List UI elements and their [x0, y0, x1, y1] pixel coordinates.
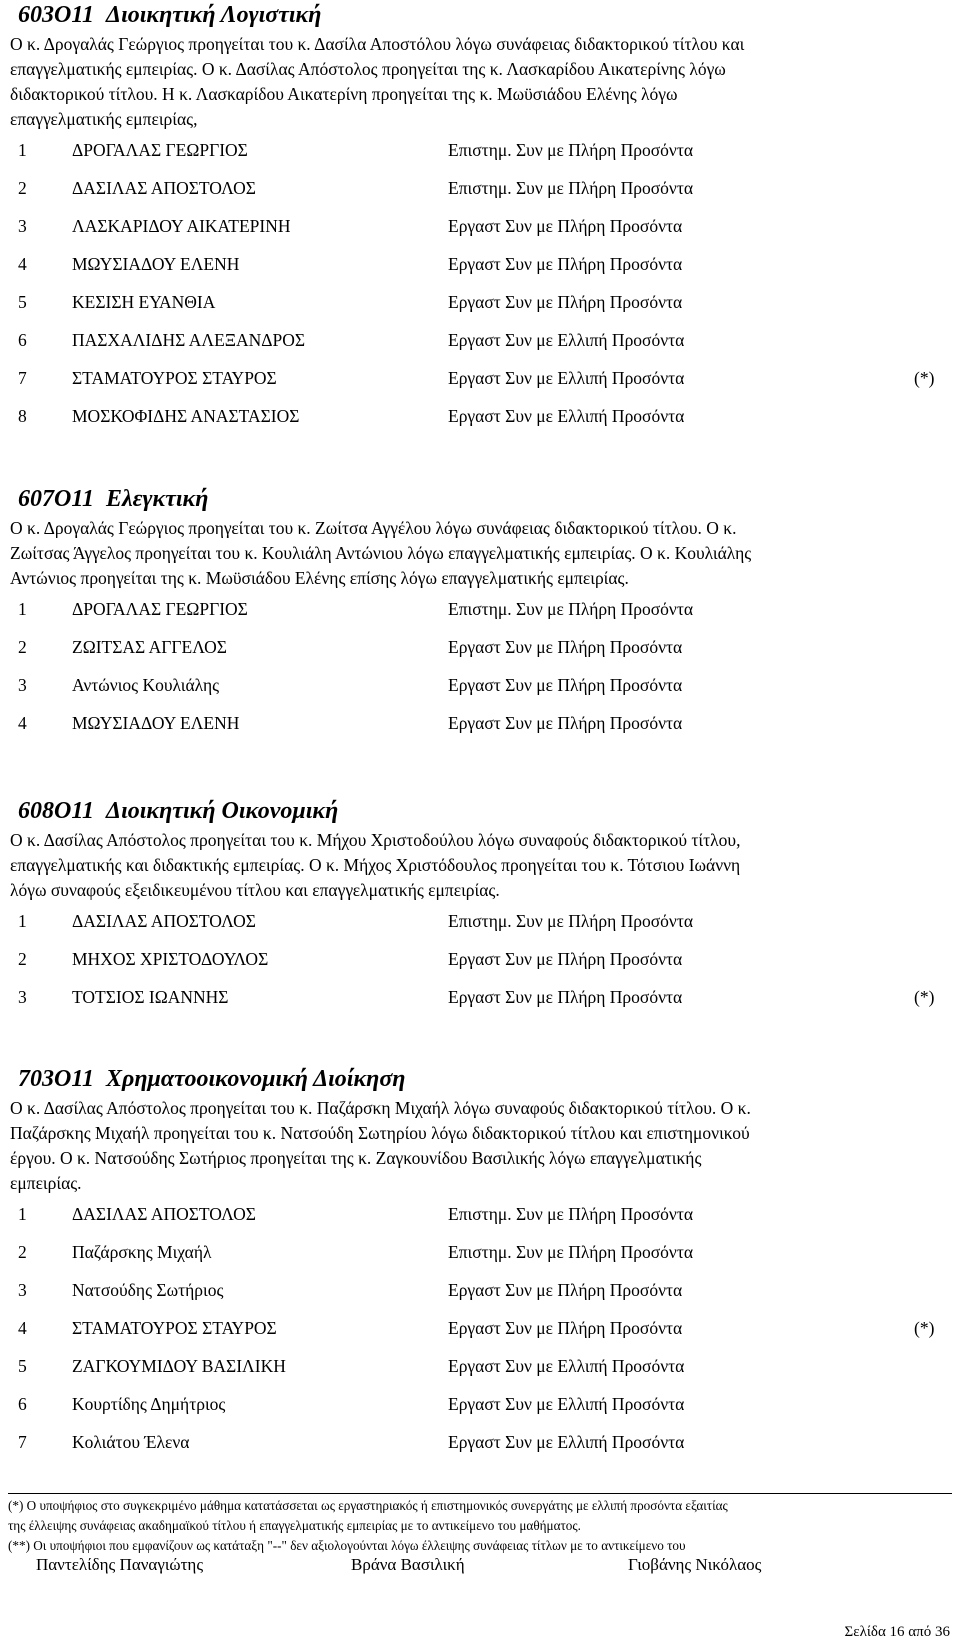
rank-number: 3	[18, 987, 27, 1007]
section-603O11	[10, 0, 940, 442]
ranking-row	[10, 1316, 940, 1354]
candidate-status: Εργαστ Συν με Πλήρη Προσόντα	[448, 1280, 683, 1300]
intro-line: Ζωίτσας Άγγελος προηγείται του κ. Κουλιάλη Αντώνιου λόγω επαγγελματικής εμπειρίας. Ο κ. Κουλιάλης	[10, 543, 752, 563]
section-title	[18, 0, 940, 30]
rank-number: 3	[18, 216, 27, 236]
ranking-row	[10, 909, 940, 947]
section-title	[18, 1064, 940, 1094]
intro-line: επαγγελματικής εμπειρίας. Ο κ. Δασίλας Απόστολος προηγείται της κ. Λασκαρίδου Αικατερίνης λόγω	[10, 59, 726, 79]
course-title: Διοικητική Οικονομική	[106, 798, 339, 824]
candidate-name: ΔΑΣΙΛΑΣ ΑΠΟΣΤΟΛΟΣ	[72, 911, 256, 931]
rank-number: 6	[18, 1394, 27, 1414]
candidate-name: ΜΟΣΚΟΦΙΔΗΣ ΑΝΑΣΤΑΣΙΟΣ	[72, 406, 300, 426]
page-number: Σελίδα 16 από 36	[844, 1624, 950, 1640]
ranking-row	[10, 673, 940, 711]
candidate-status: Εργαστ Συν με Πλήρη Προσόντα	[448, 987, 683, 1007]
ranking-table	[10, 1202, 940, 1468]
candidate-name: Αντώνιος Κουλιάλης	[72, 675, 220, 695]
candidate-status: Εργαστ Συν με Ελλιπή Προσόντα	[448, 1394, 685, 1414]
candidate-status: Εργαστ Συν με Ελλιπή Προσόντα	[448, 406, 685, 426]
ranking-row	[10, 1278, 940, 1316]
candidate-status: Εργαστ Συν με Πλήρη Προσόντα	[448, 713, 683, 733]
ranking-row	[10, 1392, 940, 1430]
footnote-mark: (*)	[914, 368, 935, 388]
footnotes	[8, 1493, 952, 1556]
section-607O11	[10, 484, 940, 749]
candidate-status: Εργαστ Συν με Ελλιπή Προσόντα	[448, 1356, 685, 1376]
candidate-status: Επιστημ. Συν με Πλήρη Προσόντα	[448, 911, 694, 931]
ranking-row	[10, 252, 940, 290]
rank-number: 7	[18, 1432, 27, 1452]
rank-number: 2	[18, 178, 27, 198]
footnote-line: (**) Οι υποψήφιοι που εμφανίζουν ως κατάταξη "--" δεν αξιολογούνται λόγω έλλειψης συνάφειας τίτλων με το αντικείμενο του	[8, 1538, 686, 1553]
ranking-row	[10, 1202, 940, 1240]
candidate-status: Επιστημ. Συν με Πλήρη Προσόντα	[448, 1242, 694, 1262]
section-608O11	[10, 796, 940, 1023]
intro-line: Ο κ. Δασίλας Απόστολος προηγείται του κ. Παζάρσκη Μιχαήλ λόγω συναφούς διδακτορικού τίτλου. Ο κ.	[10, 1098, 751, 1118]
candidate-status: Εργαστ Συν με Πλήρη Προσόντα	[448, 216, 683, 236]
footnote-line: (*) Ο υποψήφιος στο συγκεκριμένο μάθημα κατατάσσεται ως εργαστηριακός ή επιστημονικός συνεργάτης με ελλιπή προσόντα εξαιτίας	[8, 1498, 728, 1513]
candidate-name: ΜΩΥΣΙΑΔΟΥ ΕΛΕΝΗ	[72, 713, 240, 733]
rank-number: 8	[18, 406, 27, 426]
candidate-status: Εργαστ Συν με Πλήρη Προσόντα	[448, 949, 683, 969]
rank-number: 3	[18, 675, 27, 695]
ranking-row	[10, 214, 940, 252]
ranking-row	[10, 328, 940, 366]
candidate-name: ΛΑΣΚΑΡΙΔΟΥ ΑΙΚΑΤΕΡΙΝΗ	[72, 216, 291, 236]
footnote-mark: (*)	[914, 1318, 935, 1338]
rank-number: 7	[18, 368, 27, 388]
intro-line: λόγω συναφούς εξειδικευμένου τίτλου και επαγγελματικής εμπειρίας.	[10, 880, 500, 900]
candidate-name: ΜΗΧΟΣ ΧΡΙΣΤΟΔΟΥΛΟΣ	[72, 949, 269, 969]
candidate-status: Εργαστ Συν με Ελλιπή Προσόντα	[448, 330, 685, 350]
intro-line: επαγγελματικής εμπειρίας,	[10, 109, 198, 129]
intro-line: επαγγελματικής και διδακτικής εμπειρίας. Ο κ. Μήχος Χριστόδουλος προηγείται του κ. Τότσιου Ιωάννη	[10, 855, 741, 875]
candidate-status: Εργαστ Συν με Ελλιπή Προσόντα	[448, 1432, 685, 1452]
candidate-name: Νατσούδης Σωτήριος	[72, 1280, 224, 1300]
course-code: 603Ο11	[18, 2, 95, 28]
rank-number: 6	[18, 330, 27, 350]
course-title: Ελεγκτική	[106, 486, 209, 512]
candidate-name: ΜΩΥΣΙΑΔΟΥ ΕΛΕΝΗ	[72, 254, 240, 274]
course-title: Χρηματοοικονομική Διοίκηση	[106, 1066, 406, 1092]
intro-line: Αντώνιος προηγείται της κ. Μωϋσιάδου Ελένης επίσης λόγω επαγγελματικής εμπειρίας.	[10, 568, 629, 588]
candidate-name: ΖΩΙΤΣΑΣ ΑΓΓΕΛΟΣ	[72, 637, 227, 657]
candidate-name: Κολιάτου Έλενα	[72, 1432, 190, 1452]
rank-number: 5	[18, 292, 27, 312]
candidate-name: ΖΑΓΚΟΥΜΙΔΟΥ ΒΑΣΙΛΙΚΗ	[72, 1356, 286, 1376]
rank-number: 2	[18, 637, 27, 657]
candidate-status: Εργαστ Συν με Πλήρη Προσόντα	[448, 637, 683, 657]
ranking-row	[10, 711, 940, 749]
signature-name: Παντελίδης Παναγιώτης	[36, 1555, 204, 1574]
ranking-row	[10, 985, 940, 1023]
candidate-name: ΠΑΣΧΑΛΙΔΗΣ ΑΛΕΞΑΝΔΡΟΣ	[72, 330, 306, 350]
ranking-table	[10, 597, 940, 749]
candidate-status: Επιστημ. Συν με Πλήρη Προσόντα	[448, 1204, 694, 1224]
intro-line: Ο κ. Δασίλας Απόστολος προηγείται του κ. Μήχου Χριστοδούλου λόγω συναφούς διδακτορικού τίτλου,	[10, 830, 741, 850]
rank-number: 2	[18, 1242, 27, 1262]
candidate-name: ΔΡΟΓΑΛΑΣ ΓΕΩΡΓΙΟΣ	[72, 599, 248, 619]
footnote-line: της έλλειψης συνάφειας ακαδημαϊκού τίτλου ή επαγγελματικής εμπειρίας με το αντικείμενο του μαθήματος.	[8, 1518, 581, 1533]
candidate-name: ΔΑΣΙΛΑΣ ΑΠΟΣΤΟΛΟΣ	[72, 1204, 256, 1224]
rank-number: 2	[18, 949, 27, 969]
candidate-name: ΤΟΤΣΙΟΣ ΙΩΑΝΝΗΣ	[72, 987, 229, 1007]
candidate-status: Επιστημ. Συν με Πλήρη Προσόντα	[448, 140, 694, 160]
intro-line: Παζάρσκης Μιχαήλ προηγείται του κ. Νατσούδη Σωτηρίου λόγω διδακτορικού τίτλου και επιστημονικού	[10, 1123, 750, 1143]
ranking-row	[10, 1354, 940, 1392]
rank-number: 1	[18, 599, 27, 619]
candidate-status: Εργαστ Συν με Πλήρη Προσόντα	[448, 292, 683, 312]
ranking-table	[10, 138, 940, 442]
intro-line: εμπειρίας.	[10, 1173, 82, 1193]
footnote-mark: (*)	[914, 987, 935, 1007]
rank-number: 4	[18, 254, 27, 274]
rank-number: 4	[18, 713, 27, 733]
intro-line: Ο κ. Δρογαλάς Γεώργιος προηγείται του κ. Ζωίτσα Αγγέλου λόγω συνάφειας διδακτορικού τίτλου. Ο κ.	[10, 518, 737, 538]
ranking-row	[10, 176, 940, 214]
candidate-status: Επιστημ. Συν με Πλήρη Προσόντα	[448, 599, 694, 619]
candidate-name: Κουρτίδης Δημήτριος	[72, 1394, 226, 1414]
rank-number: 1	[18, 911, 27, 931]
rank-number: 1	[18, 140, 27, 160]
section-title	[18, 796, 940, 826]
candidate-name: ΚΕΣΙΣΗ ΕΥΑΝΘΙΑ	[72, 292, 216, 312]
rank-number: 4	[18, 1318, 27, 1338]
ranking-row	[10, 138, 940, 176]
candidate-name: ΔΑΣΙΛΑΣ ΑΠΟΣΤΟΛΟΣ	[72, 178, 256, 198]
ranking-row	[10, 404, 940, 442]
rank-number: 3	[18, 1280, 27, 1300]
ranking-row	[10, 1430, 940, 1468]
candidate-name: Παζάρσκης Μιχαήλ	[72, 1242, 212, 1262]
intro-line: Ο κ. Δρογαλάς Γεώργιος προηγείται του κ. Δασίλα Αποστόλου λόγω συνάφειας διδακτορικού τίτλου και	[10, 34, 745, 54]
course-code: 607Ο11	[18, 486, 95, 512]
section-title	[18, 484, 940, 514]
intro-line: έργου. Ο κ. Νατσούδης Σωτήριος προηγείται της κ. Ζαγκουνίδου Βασιλικής λόγω επαγγελματικής	[10, 1148, 702, 1168]
candidate-name: ΔΡΟΓΑΛΑΣ ΓΕΩΡΓΙΟΣ	[72, 140, 248, 160]
section-703O11	[10, 1064, 940, 1468]
signature-name: Βράνα Βασιλική	[351, 1555, 465, 1574]
candidate-status: Εργαστ Συν με Ελλιπή Προσόντα	[448, 368, 685, 388]
candidate-status: Επιστημ. Συν με Πλήρη Προσόντα	[448, 178, 694, 198]
candidate-name: ΣΤΑΜΑΤΟΥΡΟΣ ΣΤΑΥΡΟΣ	[72, 368, 277, 388]
candidate-status: Εργαστ Συν με Πλήρη Προσόντα	[448, 675, 683, 695]
ranking-row	[10, 635, 940, 673]
ranking-row	[10, 947, 940, 985]
rank-number: 1	[18, 1204, 27, 1224]
course-code: 608Ο11	[18, 798, 95, 824]
candidate-status: Εργαστ Συν με Πλήρη Προσόντα	[448, 1318, 683, 1338]
course-title: Διοικητική Λογιστική	[106, 2, 322, 28]
ranking-row	[10, 366, 940, 404]
ranking-row	[10, 597, 940, 635]
candidate-status: Εργαστ Συν με Πλήρη Προσόντα	[448, 254, 683, 274]
candidate-name: ΣΤΑΜΑΤΟΥΡΟΣ ΣΤΑΥΡΟΣ	[72, 1318, 277, 1338]
signature-name: Γιοβάνης Νικόλαος	[628, 1555, 762, 1574]
ranking-table	[10, 909, 940, 1023]
rank-number: 5	[18, 1356, 27, 1376]
ranking-row	[10, 1240, 940, 1278]
ranking-row	[10, 290, 940, 328]
intro-line: διδακτορικού τίτλου. Η κ. Λασκαρίδου Αικατερίνη προηγείται της κ. Μωϋσιάδου Ελένης λόγω	[10, 84, 678, 104]
course-code: 703Ο11	[18, 1066, 95, 1092]
